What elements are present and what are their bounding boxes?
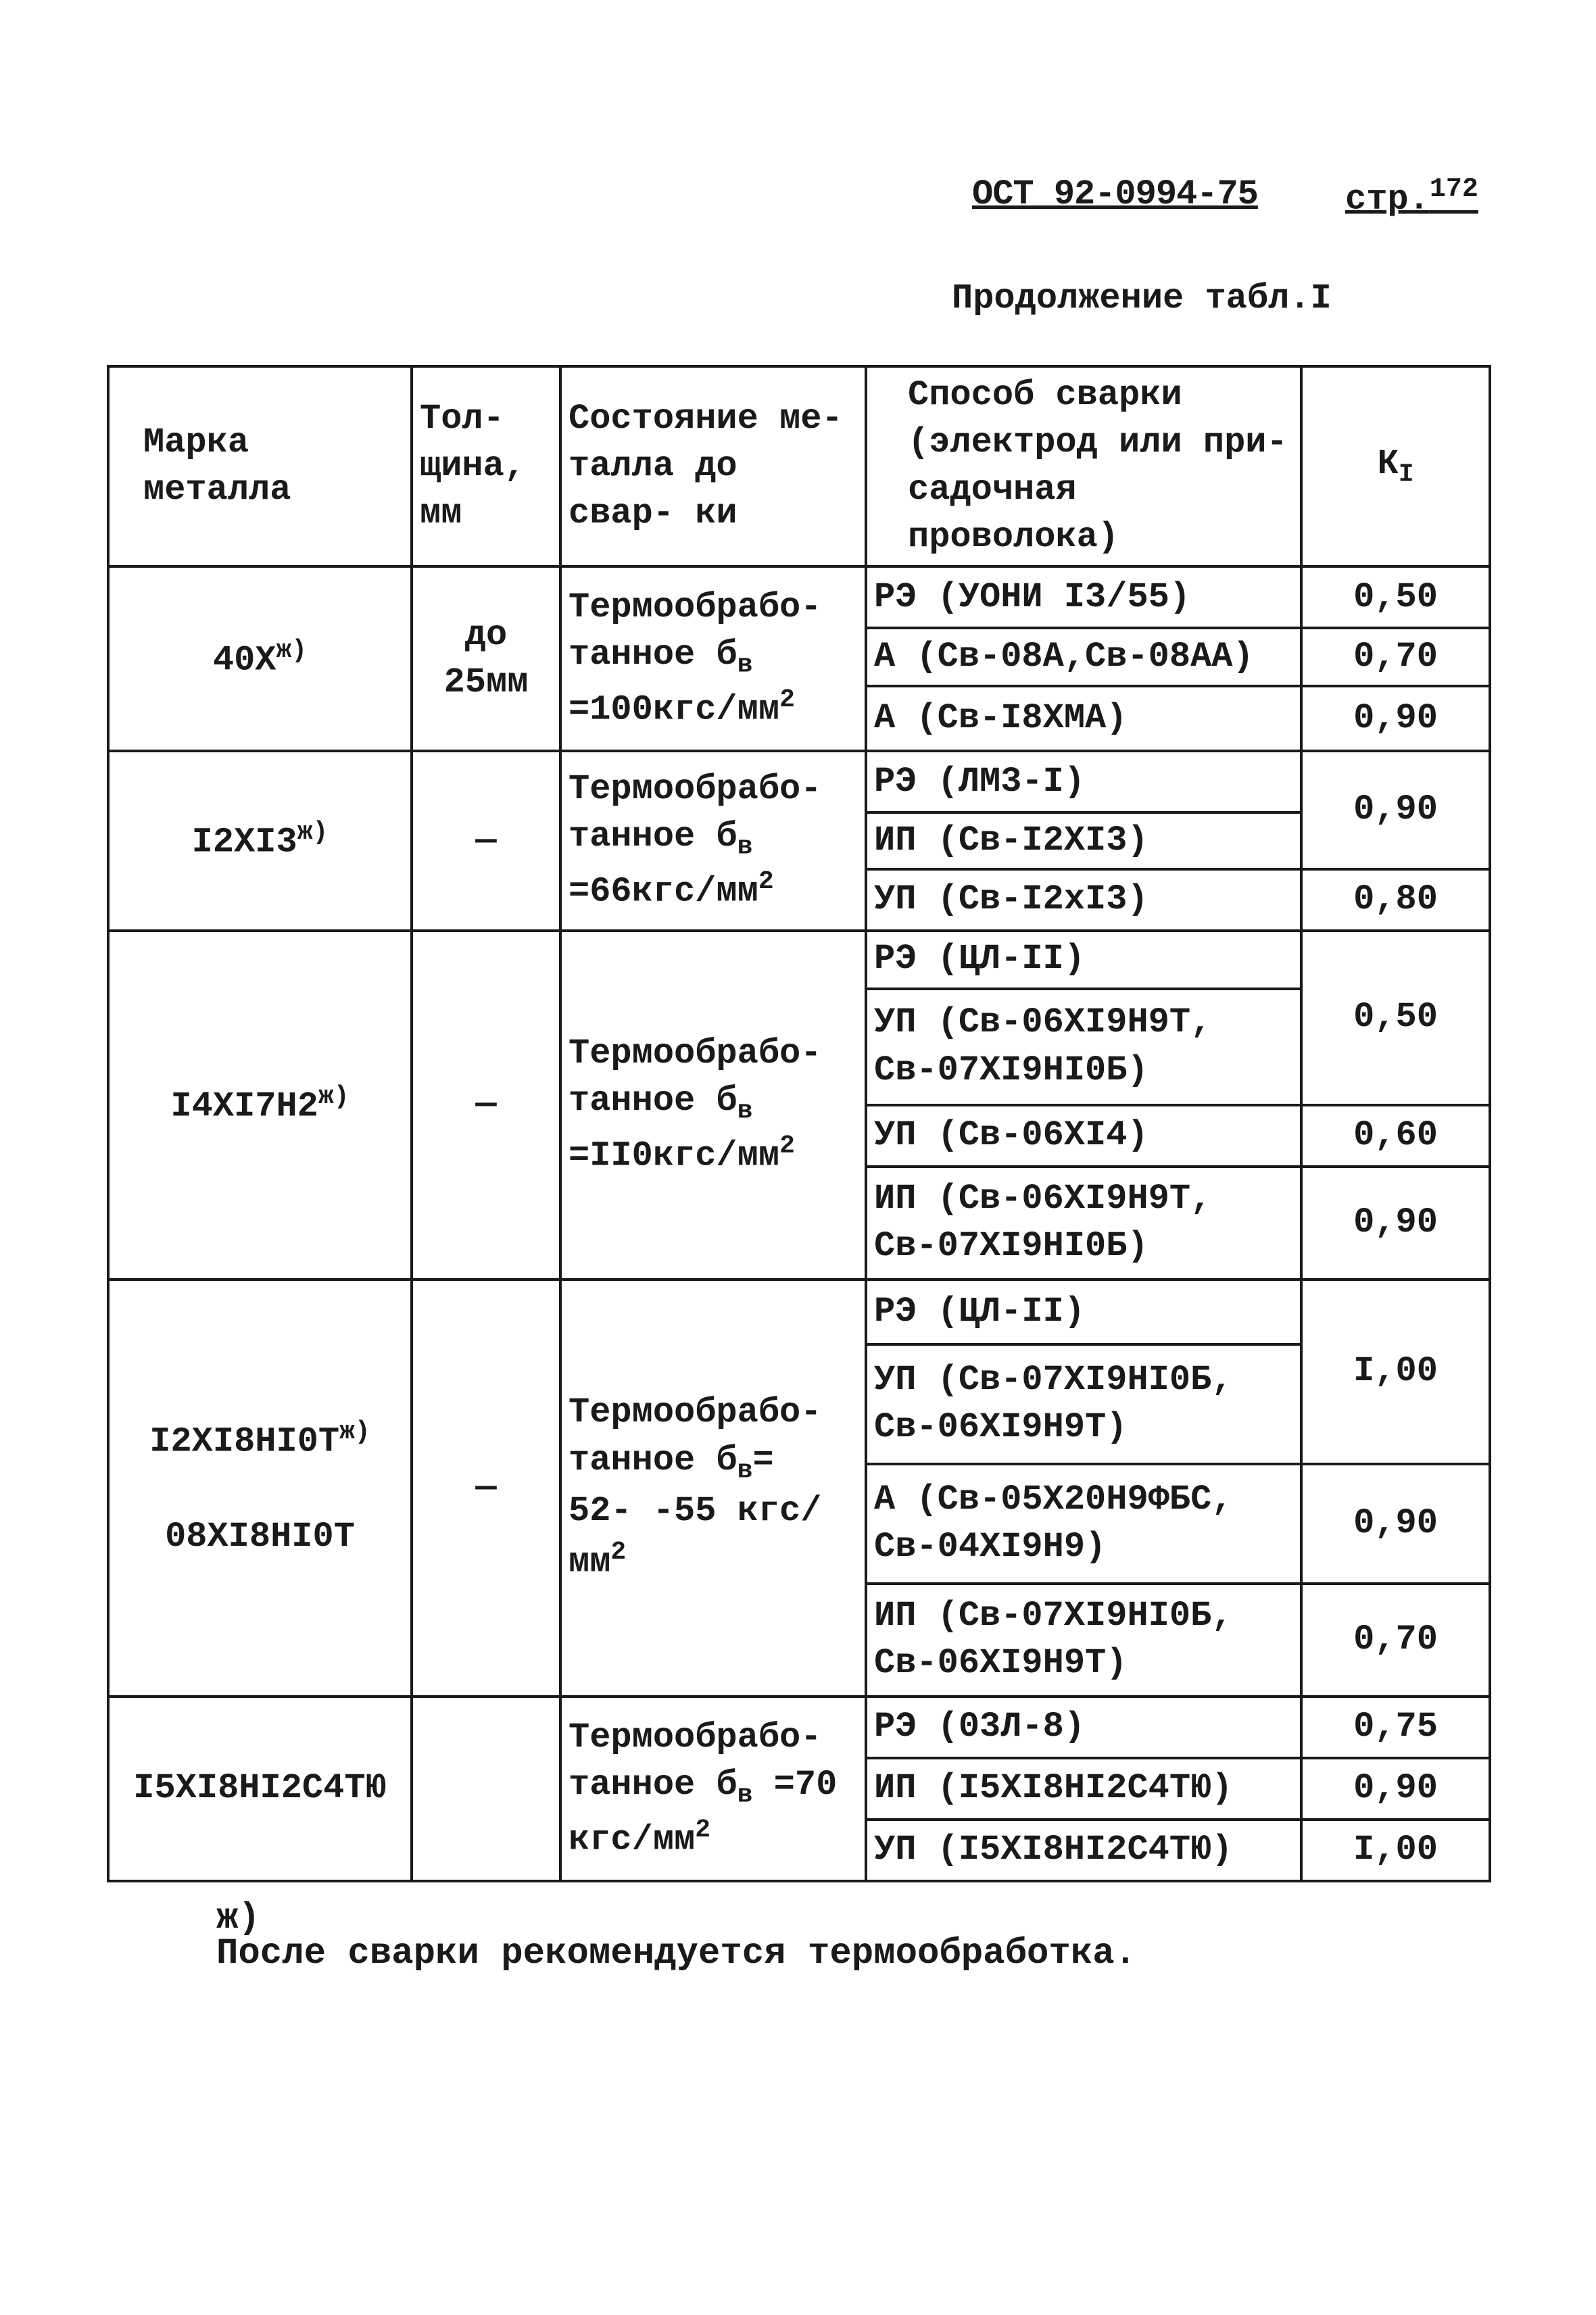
col-header-state: Состояние ме- талла до свар- ки: [560, 366, 866, 566]
state-text: Термообрабо- танное б: [569, 1033, 822, 1121]
state-value: =66кгс/мм: [569, 871, 758, 912]
state-subscript: в: [737, 650, 753, 680]
method-cell: А (Св-I8ХМА): [866, 686, 1301, 751]
footnote-mark: ж): [216, 1898, 260, 1939]
state-cell: [560, 566, 866, 751]
table-row: [108, 1697, 1490, 1758]
footnote-mark: ж): [339, 1417, 370, 1447]
footnote-mark: ж): [297, 818, 329, 848]
thickness-cell: до 25мм: [412, 566, 560, 751]
thickness-cell: —: [412, 1280, 560, 1697]
method-cell: РЭ (ЦЛ-II): [866, 931, 1301, 989]
table-row: [108, 751, 1490, 812]
col-header-thickness: Тол- щина, мм: [412, 366, 560, 566]
method-cell: УП (I5ХI8НI2С4ТЮ): [866, 1820, 1301, 1881]
k-cell: 0,90: [1301, 686, 1490, 751]
state-power: 2: [779, 685, 795, 714]
state-value: = 52- -55 кгс/мм: [569, 1440, 822, 1582]
method-cell: А (Св-05Х20Н9ФБС, Св-04ХI9Н9): [866, 1464, 1301, 1584]
k-cell: 0,60: [1301, 1105, 1490, 1167]
col-header-method: Способ сварки (электрод или при- садочная проволока): [866, 366, 1301, 566]
k-subscript: I: [1398, 460, 1414, 489]
k-cell: 0,70: [1301, 628, 1490, 686]
k-base: К: [1377, 444, 1399, 485]
table-row: [108, 566, 1490, 628]
state-value: =100кгс/мм: [569, 689, 780, 730]
method-cell: РЭ (03Л-8): [866, 1697, 1301, 1758]
state-cell: [560, 931, 866, 1280]
grade-value: I5ХI8НI2С4ТЮ: [133, 1768, 387, 1809]
col-header-grade: Марка металла: [108, 366, 412, 566]
thickness-cell: [412, 1697, 560, 1881]
footnote-mark: ж): [276, 636, 308, 665]
method-cell: ИП (I5ХI8НI2С4ТЮ): [866, 1758, 1301, 1820]
table-row: [108, 1280, 1490, 1344]
k-cell: 0,50: [1301, 931, 1490, 1105]
thickness-cell: —: [412, 931, 560, 1280]
state-text: Термообрабо- танное б: [569, 1717, 822, 1805]
footnote-text: После сварки рекомендуется термообработка.: [216, 1933, 1137, 1974]
col-header-k: [1301, 366, 1490, 566]
grade-cell: [108, 751, 412, 930]
k-cell: 0,90: [1301, 1758, 1490, 1820]
footnote: [216, 1898, 1137, 1974]
grade-value: I2ХI3: [191, 822, 297, 862]
grade-cell: [108, 931, 412, 1280]
welding-table: [107, 365, 1491, 1882]
state-cell: [560, 1697, 866, 1881]
method-cell: РЭ (УОНИ I3/55): [866, 566, 1301, 628]
state-power: 2: [758, 867, 774, 897]
state-text: Термообрабо- танное б: [569, 587, 822, 675]
state-power: 2: [695, 1815, 711, 1845]
document-id: ОСТ 92-0994-75: [972, 174, 1258, 214]
state-cell: [560, 1280, 866, 1697]
state-power: 2: [610, 1538, 627, 1567]
grade-value-alt: 08ХI8НI0Т: [165, 1516, 355, 1557]
grade-cell: [108, 1280, 412, 1697]
state-subscript: в: [737, 1780, 753, 1810]
method-cell: УП (Св-I2хI3): [866, 869, 1301, 931]
k-cell: 0,75: [1301, 1697, 1490, 1758]
grade-cell: [108, 566, 412, 751]
k-cell: 0,70: [1301, 1584, 1490, 1697]
method-cell: ИП (Св-07ХI9НI0Б, Св-06ХI9Н9Т): [866, 1584, 1301, 1697]
table-caption: Продолжение табл.I: [952, 278, 1332, 318]
state-power: 2: [779, 1131, 795, 1161]
method-cell: РЭ (ЛМ3-I): [866, 751, 1301, 812]
k-cell: 0,80: [1301, 869, 1490, 931]
page-label: стр.: [1345, 179, 1430, 220]
page-number: [1345, 174, 1478, 219]
method-cell: УП (Св-07ХI9НI0Б, Св-06ХI9Н9Т): [866, 1344, 1301, 1464]
k-cell: 0,90: [1301, 1167, 1490, 1280]
grade-value: I4ХI7Н2: [170, 1086, 318, 1127]
grade-value: I2ХI8НI0Т: [149, 1421, 340, 1462]
state-value: =70 кгс/мм: [569, 1764, 838, 1859]
method-cell: УП (Св-06ХI4): [866, 1105, 1301, 1167]
k-cell: I,00: [1301, 1820, 1490, 1881]
k-cell: 0,90: [1301, 1464, 1490, 1584]
page-number-value: 172: [1429, 174, 1478, 205]
state-text: Термообрабо- танное б: [569, 1392, 822, 1480]
state-subscript: в: [737, 832, 753, 862]
state-text: Термообрабо- танное б: [569, 769, 822, 857]
k-cell: I,00: [1301, 1280, 1490, 1464]
state-subscript: в: [737, 1096, 753, 1126]
thickness-cell: —: [412, 751, 560, 930]
footnote-mark: ж): [318, 1081, 349, 1111]
method-cell: ИП (Св-I2ХI3): [866, 812, 1301, 869]
method-cell: ИП (Св-06ХI9Н9Т, Св-07ХI9НI0Б): [866, 1167, 1301, 1280]
state-subscript: в: [737, 1455, 753, 1485]
k-cell: 0,50: [1301, 566, 1490, 628]
method-cell: УП (Св-06ХI9Н9Т, Св-07ХI9НI0Б): [866, 989, 1301, 1105]
state-cell: [560, 751, 866, 930]
grade-cell: [108, 1697, 412, 1881]
state-value: =II0кгс/мм: [569, 1136, 780, 1176]
table-row: [108, 931, 1490, 989]
table-header-row: [108, 366, 1490, 566]
k-cell: 0,90: [1301, 751, 1490, 869]
method-cell: А (Св-08А,Св-08АА): [866, 628, 1301, 686]
method-cell: РЭ (ЦЛ-II): [866, 1280, 1301, 1344]
grade-value: 40Х: [212, 640, 276, 681]
